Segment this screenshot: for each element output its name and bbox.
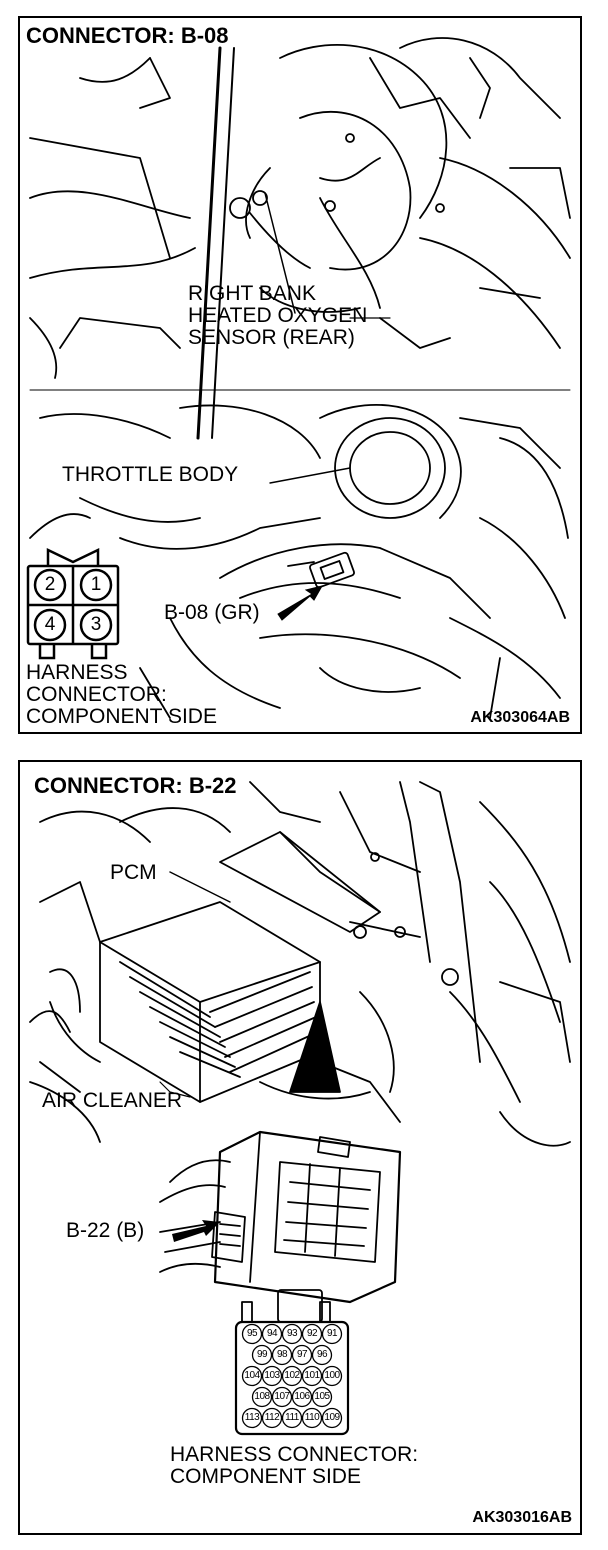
pin-label-108: 108 xyxy=(254,1391,270,1402)
pin-label-107: 107 xyxy=(274,1391,290,1402)
figure-code: AK303064AB xyxy=(470,709,570,726)
pin-label-106: 106 xyxy=(294,1391,310,1402)
pin-label-112: 112 xyxy=(264,1412,280,1423)
connector-b08-panel xyxy=(18,16,582,734)
b22-harness-label-line-2: COMPONENT SIDE xyxy=(170,1465,361,1489)
pin-2: 2 xyxy=(44,574,56,595)
pin-label-102: 102 xyxy=(284,1370,300,1381)
harness-label-line-2: CONNECTOR: xyxy=(26,683,167,707)
harness-connector-label xyxy=(26,662,217,728)
harness-label-line-3: COMPONENT SIDE xyxy=(26,705,217,729)
panel-1-header: CONNECTOR: B-08 xyxy=(26,23,229,48)
sensor-callout-line-1: RIGHT BANK xyxy=(188,282,316,305)
b08-callout: B-08 (GR) xyxy=(164,601,260,624)
pin-label-96: 96 xyxy=(316,1349,328,1360)
connector-b22-panel xyxy=(18,760,582,1535)
pin-3: 3 xyxy=(90,614,102,635)
air-cleaner-callout: AIR CLEANER xyxy=(42,1089,183,1112)
harness-label-line-1: HARNESS xyxy=(26,661,128,684)
engine-line-art-b22 xyxy=(20,762,582,1535)
b22-callout: B-22 (B) xyxy=(66,1219,145,1242)
sensor-callout-line-2: HEATED OXYGEN xyxy=(188,304,368,328)
pin-label-111: 111 xyxy=(285,1412,299,1423)
b22-harness-label-line-1: HARNESS CONNECTOR: xyxy=(170,1443,419,1466)
sensor-callout-line-3: SENSOR (REAR) xyxy=(188,326,355,350)
panel-2-header: CONNECTOR: B-22 xyxy=(34,773,237,798)
pin-label-99: 99 xyxy=(256,1349,268,1360)
figure-code-2: AK303016AB xyxy=(472,1509,572,1526)
pin-label-103: 103 xyxy=(264,1370,280,1381)
pin-label-95: 95 xyxy=(246,1328,258,1339)
throttle-body-callout: THROTTLE BODY xyxy=(62,463,239,486)
pin-label-94: 94 xyxy=(266,1328,278,1339)
pin-label-113: 113 xyxy=(244,1412,260,1423)
sensor-callout xyxy=(188,283,367,349)
pin-label-100: 100 xyxy=(324,1370,340,1381)
pin-label-93: 93 xyxy=(286,1328,298,1339)
pin-1: 1 xyxy=(90,574,102,595)
pin-label-101: 101 xyxy=(304,1370,320,1381)
b22-harness-connector-label xyxy=(170,1444,418,1488)
pin-label-105: 105 xyxy=(314,1391,330,1402)
pin-label-92: 92 xyxy=(306,1328,318,1339)
pin-label-110: 110 xyxy=(304,1412,320,1423)
pin-label-104: 104 xyxy=(244,1370,260,1381)
pin-label-91: 91 xyxy=(326,1328,338,1339)
pin-label-98: 98 xyxy=(276,1349,288,1360)
pin-4: 4 xyxy=(44,614,56,635)
pin-label-109: 109 xyxy=(324,1412,340,1423)
pcm-callout: PCM xyxy=(110,861,157,884)
pin-label-97: 97 xyxy=(296,1349,308,1360)
